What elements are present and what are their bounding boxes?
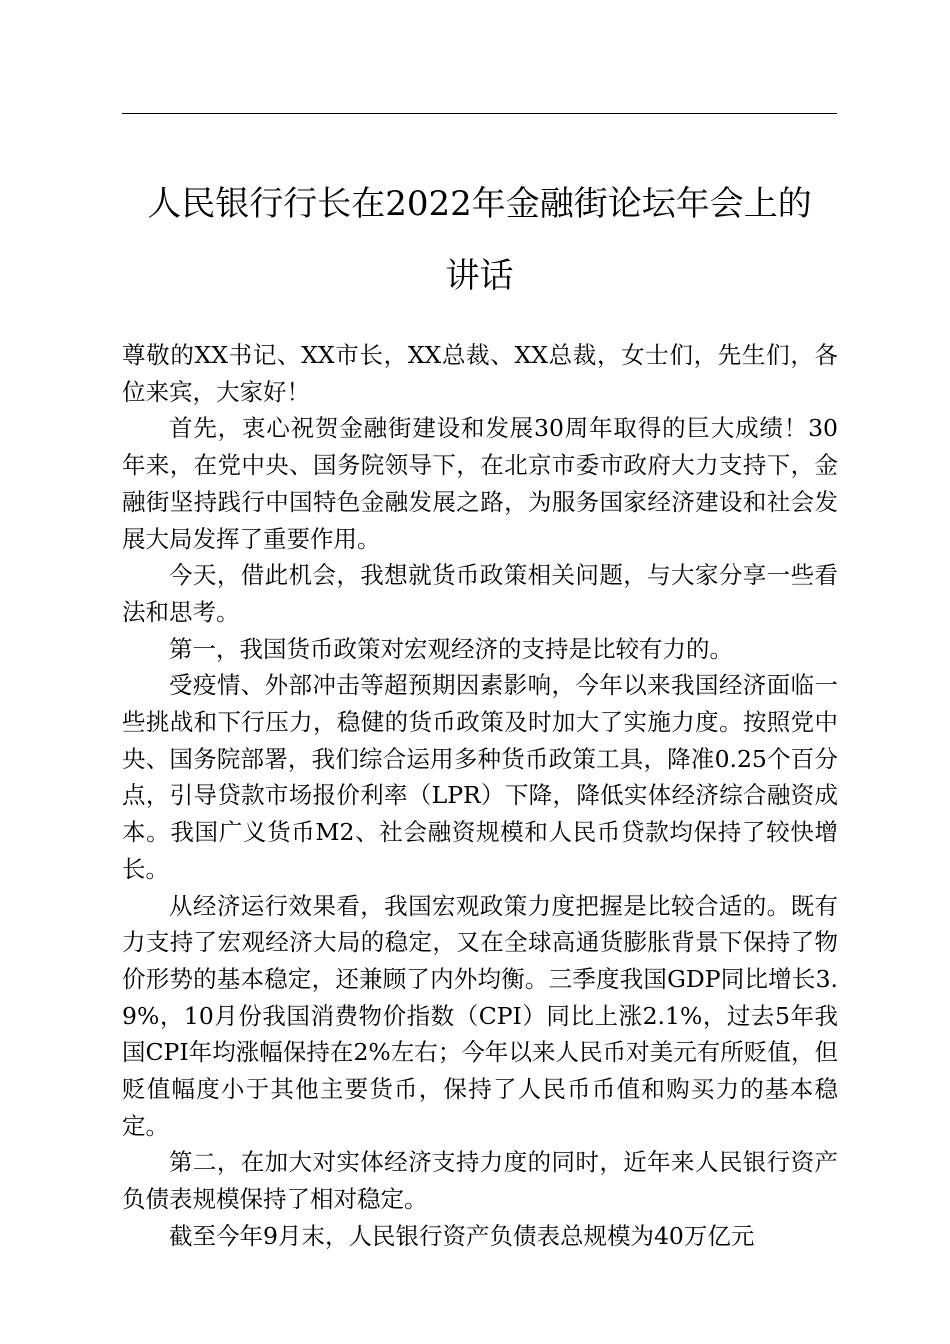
document-body	[122, 337, 838, 1255]
title-line-1: 人民银行行长在2022年金融街论坛年会上的	[147, 184, 812, 224]
document-title	[122, 168, 837, 312]
body-paragraph: 首先，衷心祝贺金融街建设和发展30周年取得的巨大成绩！30年来，在党中央、国务院领导下，在北京市委市政府大力支持下，金融街坚持践行中国特色金融发展之路，为服务国家经济建设和社会发展大局发挥了重要作用。	[122, 414, 838, 553]
body-paragraph: 截至今年9月末，人民银行资产负债表总规模为40万亿元	[169, 1221, 755, 1250]
salutation-paragraph: 尊敬的XX书记、XX市长，XX总裁、XX总裁，女士们，先生们，各位来宾，大家好！	[122, 341, 838, 406]
title-line-2: 讲话	[445, 256, 514, 296]
body-paragraph: 今天，借此机会，我想就货币政策相关问题，与大家分享一些看法和思考。	[122, 561, 838, 626]
section-heading-paragraph: 第一，我国货币政策对宏观经济的支持是比较有力的。	[169, 634, 733, 663]
body-paragraph: 受疫情、外部冲击等超预期因素影响，今年以来我国经济面临一些挑战和下行压力，稳健的货币政策及时加大了实施力度。按照党中央、国务院部署，我们综合运用多种货币政策工具，降准0.25个百分点，引导贷款市场报价利率（LPR）下降，降低实体经济综合融资成本。我国广义货币M2、社会融资规模和人民币贷款均保持了较快增长。	[122, 671, 838, 883]
header-rule	[122, 113, 837, 114]
body-paragraph: 从经济运行效果看，我国宏观政策力度把握是比较合适的。既有力支持了宏观经济大局的稳定，又在全球高通货膨胀背景下保持了物价形势的基本稳定，还兼顾了内外均衡。三季度我国GDP同比增长3.9%，10月份我国消费物价指数（CPI）同比上涨2.1%，过去5年我国CPI年均涨幅保持在2%左右；今年以来人民币对美元有所贬值，但贬值幅度小于其他主要货币，保持了人民币币值和购买力的基本稳定。	[122, 891, 838, 1140]
section-heading-paragraph: 第二，在加大对实体经济支持力度的同时，近年来人民银行资产负债表规模保持了相对稳定。	[122, 1148, 838, 1214]
